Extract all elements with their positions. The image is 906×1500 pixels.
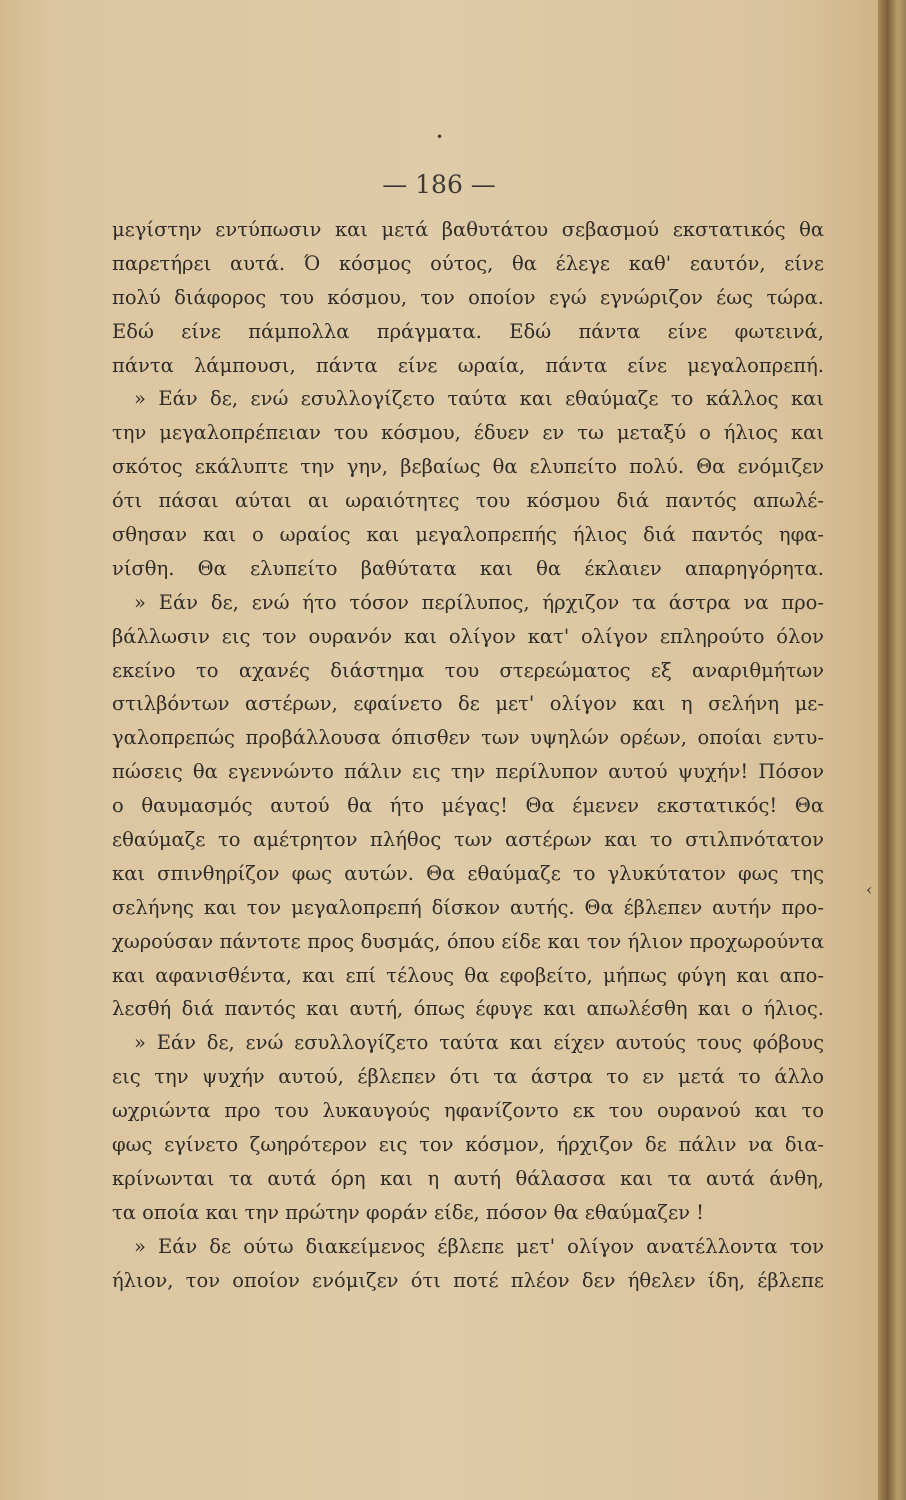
text-line: και σπινθηρίζον φως αυτών. Θα εθαύμαζε το γλυκύτατον φως της: [112, 861, 824, 885]
text-line: γαλοπρεπώς προβάλλουσα όπισθεν των υψηλών ορέων, οποίαι εντυ-: [112, 726, 824, 750]
text-line: λεσθή διά παντός και αυτή, όπως έφυγε και απωλέσθη και ο ήλιος.: [112, 997, 824, 1021]
text-body: [112, 213, 824, 1298]
text-line: πολύ διάφορος του κόσμου, τον οποίον εγώ εγνώριζον έως τώρα.: [112, 285, 824, 309]
text-line: σελήνης και τον μεγαλοπρεπή δίσκον αυτής. Θα έβλεπεν αυτήν προ-: [112, 895, 824, 919]
text-line: ήλιον, τον οποίον ενόμιζεν ότι ποτέ πλέον δεν ήθελεν ίδη, έβλεπε: [112, 1268, 824, 1292]
text-line: φως εγίνετο ζωηρότερον εις τον κόσμον, ήρχιζον δε πάλιν να δια-: [112, 1133, 824, 1157]
text-line: πώσεις θα εγεννώντο πάλιν εις την περίλυπον αυτού ψυχήν! Πόσον: [112, 760, 824, 784]
text-line: νίσθη. Θα ελυπείτο βαθύτατα και θα έκλαιεν απαρηγόρητα.: [112, 556, 824, 580]
text-line: » Εάν δε, ενώ ήτο τόσον περίλυπος, ήρχιζον τα άστρα να προ-: [134, 590, 824, 614]
text-line: την μεγαλοπρέπειαν του κόσμου, έδυεν εν τω μεταξύ ο ήλιος και: [112, 421, 824, 445]
text-line: » Εάν δε ούτω διακείμενος έβλεπε μετ' ολίγον ανατέλλοντα τον: [134, 1234, 824, 1258]
page-gutter: [878, 0, 906, 1500]
text-line: πάντα λάμπουσι, πάντα είνε ωραία, πάντα είνε μεγαλοπρεπή.: [112, 353, 824, 377]
text-line: μεγίστην εντύπωσιν και μετά βαθυτάτου σεβασμού εκστατικός θα: [112, 218, 824, 241]
text-line: στιλβόντων αστέρων, εφαίνετο δε μετ' ολίγον και η σελήνη με-: [112, 692, 824, 716]
margin-mark: ‹: [866, 880, 873, 899]
text-line: ωχριώντα προ του λυκαυγούς ηφανίζοντο εκ του ουρανού και το: [112, 1099, 824, 1123]
text-line: σκότος εκάλυπτε την γην, βεβαίως θα ελυπείτο πολύ. Θα ενόμιζεν: [112, 455, 824, 479]
text-line: τα οποία και την πρώτην φοράν είδε, πόσον θα εθαύμαζεν !: [112, 1200, 704, 1224]
text-line: εθαύμαζε το αμέτρητον πλήθος των αστέρων και το στιλπνότατον: [112, 828, 824, 852]
text-line: σθησαν και ο ωραίος και μεγαλοπρεπής ήλιος διά παντός ηφα-: [112, 523, 824, 547]
text-line: Εδώ είνε πάμπολλα πράγματα. Εδώ πάντα είνε φωτεινά,: [112, 319, 824, 343]
text-line: και αφανισθέντα, και επί τέλους θα εφοβείτο, μήπως φύγη και απο-: [112, 963, 824, 987]
ink-dot: •: [436, 130, 444, 144]
text-line: εκείνο το αχανές διάστημα του στερεώματος εξ αναριθμήτων: [112, 658, 824, 682]
page-number: — 186 —: [382, 170, 496, 199]
text-line: κρίνωνται τα αυτά όρη και η αυτή θάλασσα και τα αυτά άνθη,: [112, 1166, 824, 1190]
text-line: εις την ψυχήν αυτού, έβλεπεν ότι τα άστρα το εν μετά το άλλο: [112, 1065, 824, 1089]
text-line: » Εάν δε, ενώ εσυλλογίζετο ταύτα και εθαύμαζε το κάλλος και: [134, 387, 824, 411]
text-line: χωρούσαν πάντοτε προς δυσμάς, όπου είδε και τον ήλιον προχωρούντα: [112, 929, 824, 953]
text-line: βάλλωσιν εις τον ουρανόν και ολίγον κατ' ολίγον επληρούτο όλον: [112, 624, 824, 648]
text-line: » Εάν δε, ενώ εσυλλογίζετο ταύτα και είχεν αυτούς τους φόβους: [134, 1031, 824, 1055]
text-line: ο θαυμασμός αυτού θα ήτο μέγας! Θα έμενεν εκστατικός! Θα: [112, 794, 824, 818]
text-line: ότι πάσαι αύται αι ωραιότητες του κόσμου διά παντός απωλέ-: [112, 489, 824, 513]
text-line: παρετήρει αυτά. Ό κόσμος ούτος, θα έλεγε καθ' εαυτόν, είνε: [112, 251, 824, 275]
